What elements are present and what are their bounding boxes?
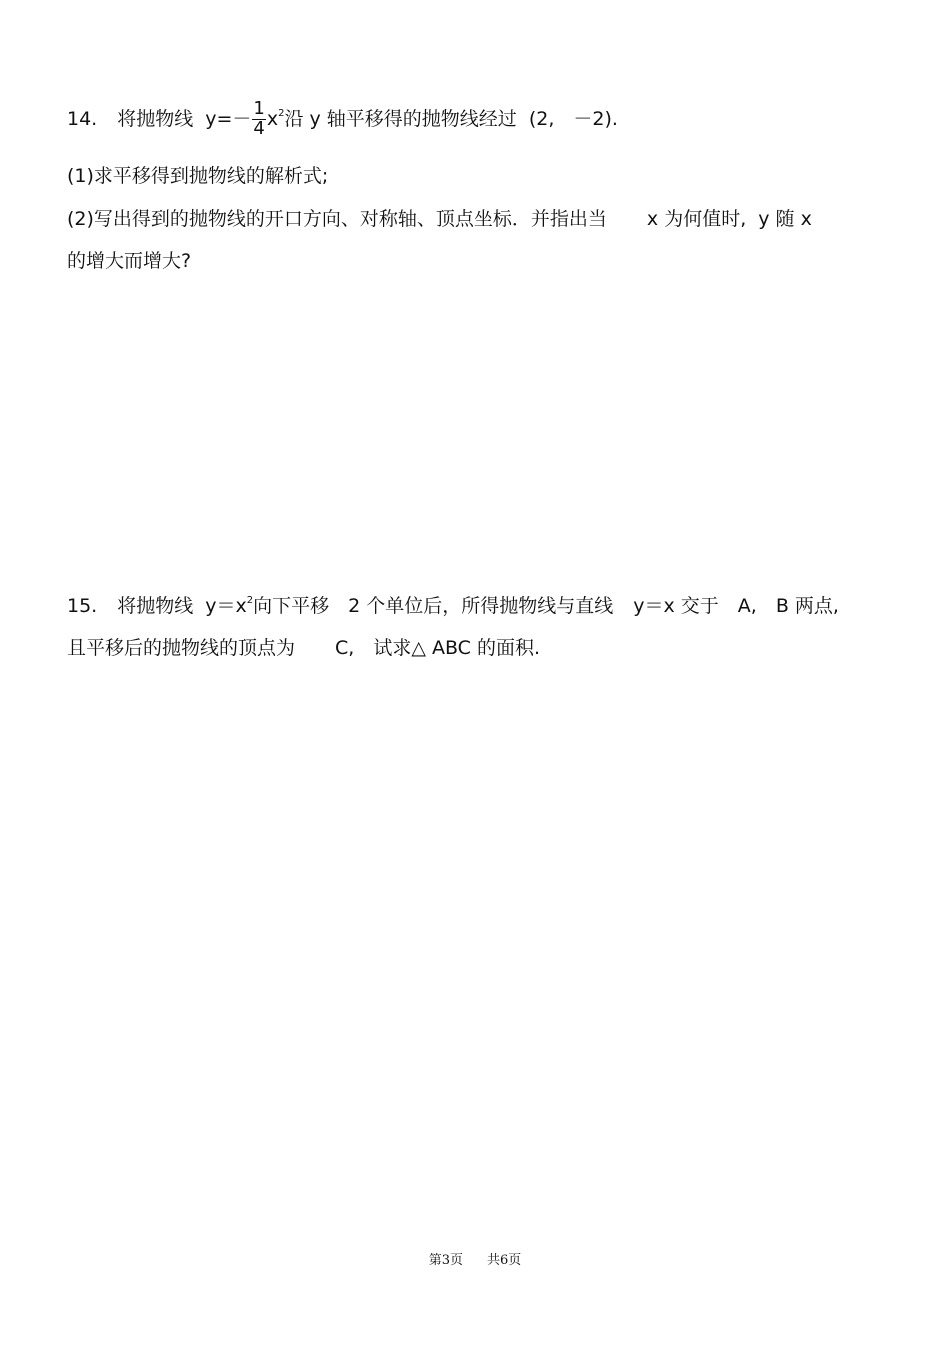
q14-part2-b: x 为何值时, <box>646 208 747 230</box>
q14-intro: 将抛物线 <box>117 107 194 130</box>
q15-eq: y＝x <box>205 595 247 617</box>
page-footer <box>0 1249 950 1268</box>
q14-part2-c: y 随 x <box>758 208 812 230</box>
q15-line2 <box>67 639 540 658</box>
page-number: 第3页 <box>428 1253 463 1268</box>
q14-part2-d: 的增大而增大? <box>67 250 192 272</box>
q14-frac-denominator: 4 <box>253 117 265 139</box>
q15-line1 <box>67 596 839 616</box>
page-total: 共6页 <box>487 1253 522 1268</box>
q14-number: 14. <box>67 107 98 130</box>
q14-frac-numerator: 1 <box>253 98 265 119</box>
q15-line-eq: y＝x 交于 A, B 两点, <box>633 595 839 617</box>
q15-number: 15. <box>67 595 98 617</box>
q14-eq-lhs: y=－ <box>205 107 252 130</box>
q15-intro: 将抛物线 <box>117 595 194 617</box>
q15-text-b: 且平移后的抛物线的顶点为 <box>67 637 296 659</box>
q15-text-a: 向下平移 2 个单位后，所得抛物线与直线 <box>253 595 614 617</box>
q15-text-c: C, 试求△ ABC 的面积. <box>335 637 541 659</box>
q14-after-eq: 沿 y 轴平移得的抛物线经过 <box>284 107 517 130</box>
q14-point: (2, －2). <box>528 107 618 130</box>
q14-line1 <box>67 100 618 139</box>
q14-var: x <box>266 107 279 130</box>
q14-fraction <box>252 100 265 139</box>
q15-exponent: 2 <box>246 595 254 606</box>
q14-part2-line1 <box>67 210 812 229</box>
q14-part2-a: (2)写出得到的抛物线的开口方向、对称轴、顶点坐标．并指出当 <box>67 208 607 230</box>
q14-part1: (1)求平移得到抛物线的解析式; <box>67 165 329 187</box>
q14-exponent: 2 <box>278 107 285 119</box>
